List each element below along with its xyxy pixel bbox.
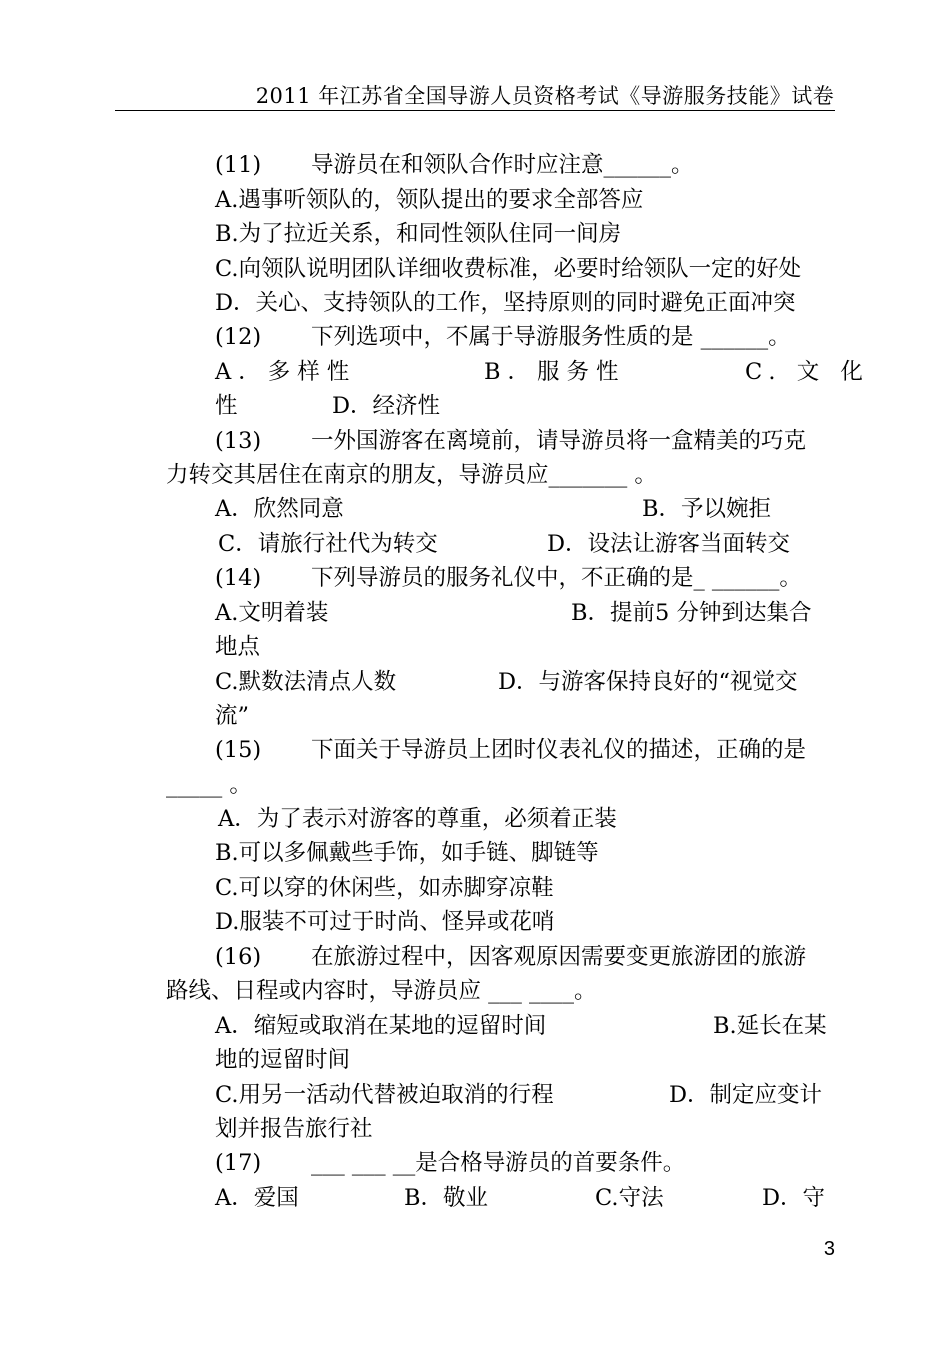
header-rule bbox=[115, 110, 835, 111]
option-16b: B.延长在某 bbox=[713, 1013, 827, 1039]
question-13-stem-cont: 力转交其居住在南京的朋友，导游员应_______ 。 bbox=[166, 462, 657, 488]
option-15a: A．为了表示对游客的尊重，必须着正装 bbox=[218, 806, 617, 832]
option-13a: A．欣然同意 bbox=[215, 496, 344, 522]
question-number: (15) bbox=[215, 737, 262, 763]
question-15-stem: (15) 下面关于导游员上团时仪表礼仪的描述，正确的是 bbox=[215, 737, 807, 763]
option-14b-cont: 地点 bbox=[215, 634, 261, 660]
option-11d: D．关心、支持领队的工作，坚持原则的同时避免正面冲突 bbox=[215, 290, 796, 316]
option-11c: C.向领队说明团队详细收费标准，必要时给领队一定的好处 bbox=[215, 256, 802, 282]
question-13-stem: (13) 一外国游客在离境前，请导游员将一盒精美的巧克 bbox=[215, 428, 807, 454]
option-16b-cont: 地的逗留时间 bbox=[215, 1047, 351, 1073]
question-number: (13) bbox=[215, 428, 262, 454]
option-16d-cont: 划并报告旅行社 bbox=[215, 1116, 373, 1142]
option-14d: D．与游客保持良好的“视觉交 bbox=[498, 669, 798, 695]
option-14d-cont: 流” bbox=[215, 703, 250, 729]
option-15b: B.可以多佩戴些手饰，如手链、脚链等 bbox=[215, 840, 599, 866]
question-17-stem: (17) ___ ___ __是合格导游员的首要条件。 bbox=[215, 1150, 686, 1176]
question-number: (17) bbox=[215, 1150, 262, 1176]
option-13b: B．予以婉拒 bbox=[642, 496, 772, 522]
option-11b: B.为了拉近关系，和同性领队住同一间房 bbox=[215, 221, 622, 247]
option-17d: D．守 bbox=[762, 1185, 826, 1211]
option-15c: C.可以穿的休闲些，如赤脚穿凉鞋 bbox=[215, 875, 554, 901]
question-number: (14) bbox=[215, 565, 262, 591]
option-14a: A.文明着装 bbox=[215, 600, 329, 626]
option-13c: C．请旅行社代为转交 bbox=[218, 531, 438, 557]
question-14-stem: (14) 下列导游员的服务礼仪中，不正确的是_ ______。 bbox=[215, 565, 802, 591]
option-12c: C. 文 化 bbox=[745, 359, 870, 385]
question-16-stem-cont: 路线、日程或内容时，导游员应 ___ ____。 bbox=[166, 978, 597, 1004]
page-header: 2011 年江苏省全国导游人员资格考试《导游服务技能》试卷 bbox=[255, 84, 835, 108]
option-13d: D．设法让游客当面转交 bbox=[547, 531, 791, 557]
option-14b: B．提前5 分钟到达集合 bbox=[571, 600, 812, 626]
option-12d: D．经济性 bbox=[332, 393, 441, 419]
question-11-stem: (11) 导游员在和领队合作时应注意______。 bbox=[215, 152, 694, 178]
page-number: 3 bbox=[823, 1238, 835, 1260]
question-15-stem-cont: _____ 。 bbox=[166, 772, 252, 798]
option-14c: C.默数法清点人数 bbox=[215, 669, 397, 695]
option-16d: D．制定应变计 bbox=[669, 1082, 823, 1108]
option-16c: C.用另一活动代替被迫取消的行程 bbox=[215, 1082, 554, 1108]
option-17b: B．敬业 bbox=[404, 1185, 489, 1211]
option-17a: A．爱国 bbox=[215, 1185, 299, 1211]
question-12-stem: (12) 下列选项中，不属于导游服务性质的是 ______。 bbox=[215, 324, 791, 350]
question-16-stem: (16) 在旅游过程中，因客观原因需要变更旅游团的旅游 bbox=[215, 944, 807, 970]
question-number: (11) bbox=[215, 152, 262, 178]
option-12a: A．多样性 bbox=[215, 359, 357, 385]
question-number: (16) bbox=[215, 944, 262, 970]
option-15d: D.服装不可过于时尚、怪异或花哨 bbox=[215, 909, 555, 935]
option-11a: A.遇事听领队的，领队提出的要求全部答应 bbox=[215, 187, 644, 213]
question-number: (12) bbox=[215, 324, 262, 350]
option-12b: B．服务性 bbox=[484, 359, 626, 385]
option-16a: A．缩短或取消在某地的逗留时间 bbox=[215, 1013, 547, 1039]
option-17c: C.守法 bbox=[595, 1185, 664, 1211]
